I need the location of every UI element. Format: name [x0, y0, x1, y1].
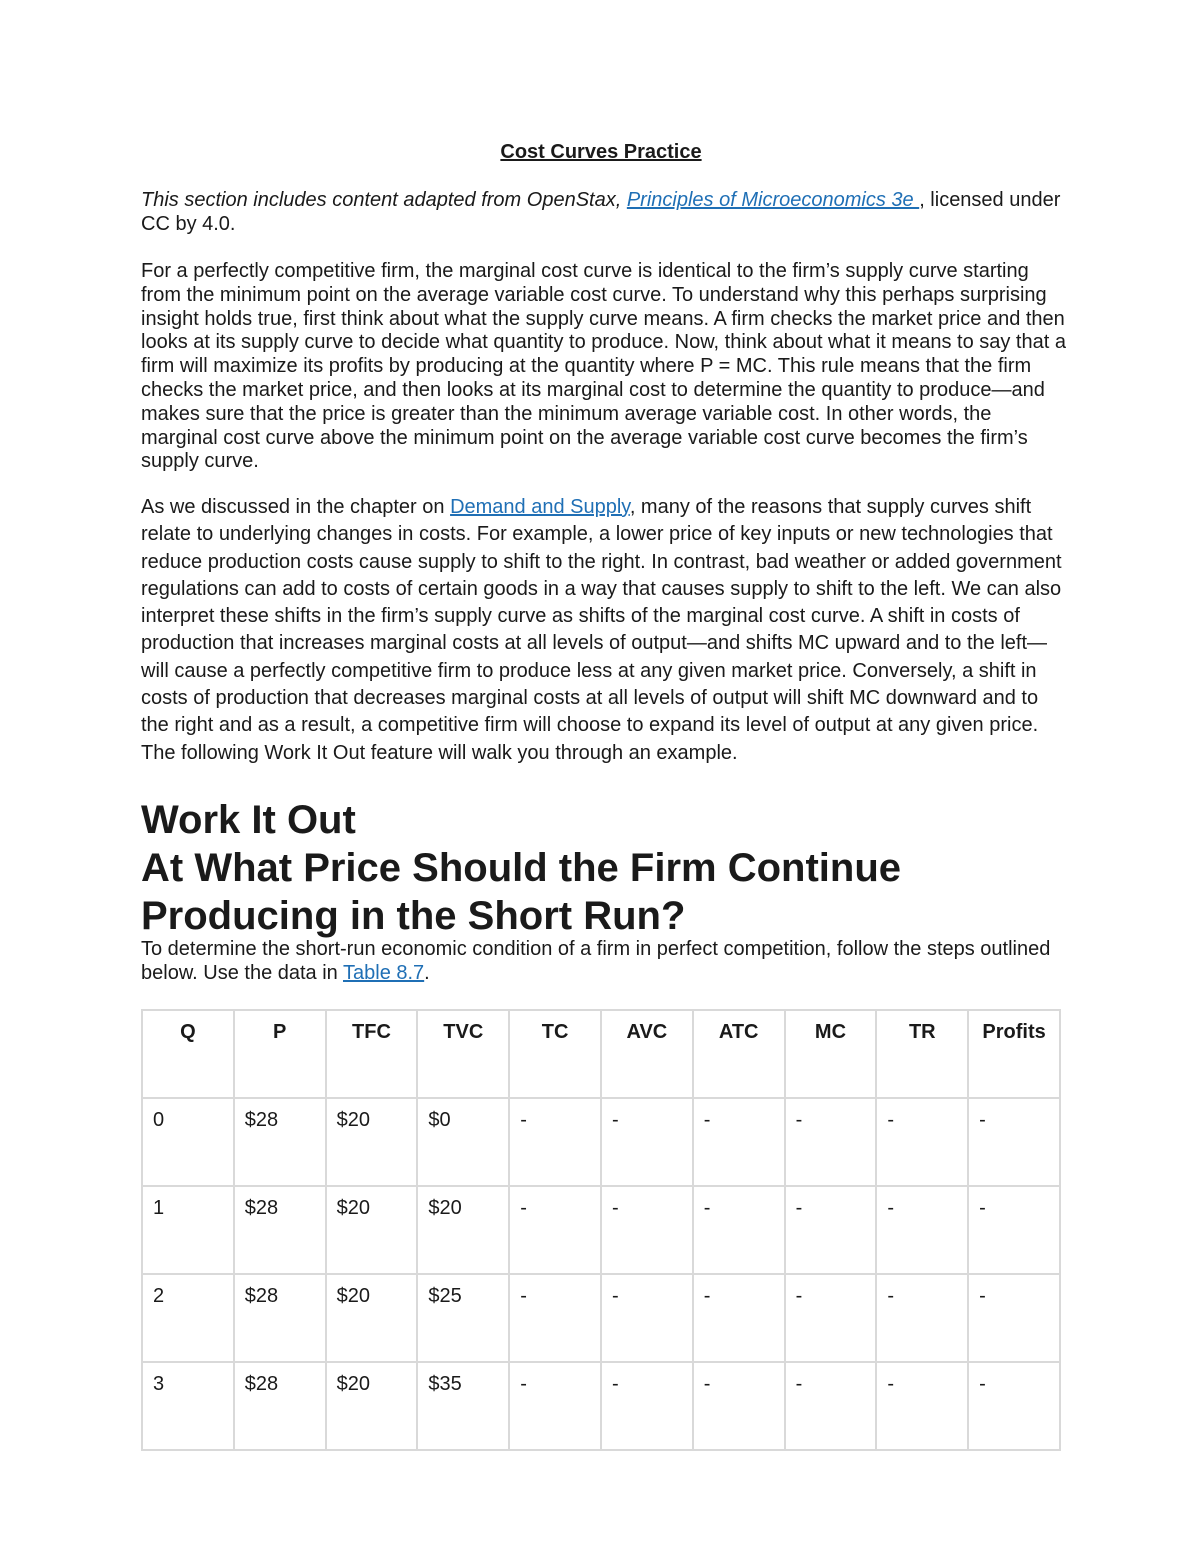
- demand-and-supply-link[interactable]: Demand and Supply: [450, 496, 630, 518]
- table-cell: -: [785, 1274, 877, 1362]
- header-profits: Profits: [968, 1010, 1060, 1098]
- table-cell: $20: [417, 1186, 509, 1274]
- principles-of-microeconomics-link[interactable]: Principles of Microeconomics 3e: [626, 189, 920, 211]
- table-cell: $0: [417, 1098, 509, 1186]
- header-tr: TR: [876, 1010, 968, 1098]
- table-cell: $25: [417, 1274, 509, 1362]
- table-cell: -: [876, 1362, 968, 1450]
- table-cell: -: [693, 1274, 785, 1362]
- attribution-suffix: , licensed under CC by 4.0.: [141, 189, 1061, 235]
- table-cell: -: [785, 1098, 877, 1186]
- table-header-row: [142, 1010, 1060, 1098]
- table-cell: $28: [234, 1098, 326, 1186]
- table-row: [142, 1274, 1060, 1362]
- table-cell: -: [509, 1186, 601, 1274]
- heading-line-1: Work It Out: [141, 798, 356, 842]
- table-row: [142, 1186, 1060, 1274]
- table-cell: -: [693, 1098, 785, 1186]
- table-cell: -: [601, 1362, 693, 1450]
- header-atc: ATC: [693, 1010, 785, 1098]
- table-cell: -: [601, 1186, 693, 1274]
- table-cell: -: [509, 1274, 601, 1362]
- header-tvc: TVC: [417, 1010, 509, 1098]
- table-cell: -: [509, 1098, 601, 1186]
- table-cell: -: [968, 1274, 1060, 1362]
- table-cell: -: [785, 1362, 877, 1450]
- cost-data-table: [141, 1009, 1061, 1451]
- table-cell: $20: [326, 1274, 418, 1362]
- table-cell: -: [693, 1362, 785, 1450]
- table-cell: $28: [234, 1186, 326, 1274]
- table-cell: 3: [142, 1362, 234, 1450]
- table-cell: 1: [142, 1186, 234, 1274]
- header-tc: TC: [509, 1010, 601, 1098]
- table-cell: $20: [326, 1098, 418, 1186]
- table-cell: -: [968, 1186, 1060, 1274]
- work-it-out-intro: [141, 937, 1061, 985]
- table-cell: $28: [234, 1362, 326, 1450]
- table-cell: -: [693, 1186, 785, 1274]
- table-cell: -: [509, 1362, 601, 1450]
- table-cell: -: [601, 1098, 693, 1186]
- paragraph-cost-shifts: [141, 494, 1066, 767]
- table-cell: -: [876, 1274, 968, 1362]
- header-tfc: TFC: [326, 1010, 418, 1098]
- paragraph2-prefix: As we discussed in the chapter on: [141, 496, 451, 518]
- table-cell: -: [968, 1362, 1060, 1450]
- intro-suffix: .: [424, 962, 430, 984]
- table-cell: -: [876, 1098, 968, 1186]
- table-cell: -: [876, 1186, 968, 1274]
- table-cell: $35: [417, 1362, 509, 1450]
- table-row: [142, 1362, 1060, 1450]
- table-cell: $28: [234, 1274, 326, 1362]
- table-cell: $20: [326, 1362, 418, 1450]
- table-row: [142, 1098, 1060, 1186]
- header-q: Q: [142, 1010, 234, 1098]
- table-cell: 0: [142, 1098, 234, 1186]
- heading-line-2: At What Price Should the Firm Continue Producing in the Short Run?: [141, 846, 901, 938]
- table-cell: -: [968, 1098, 1060, 1186]
- table-8-7-link[interactable]: Table 8.7: [343, 962, 425, 984]
- work-it-out-heading: [141, 796, 1061, 940]
- header-mc: MC: [785, 1010, 877, 1098]
- table-cell: 2: [142, 1274, 234, 1362]
- header-p: P: [234, 1010, 326, 1098]
- table-cell: -: [785, 1186, 877, 1274]
- paragraph2-suffix: , many of the reasons that supply curves shift relate to underlying changes in costs. For example, a lower price of key inputs or new technologies that reduce production costs cause supply to shift to the right. In contrast, bad weather or added government regulations can add to costs of certain goods in a way that causes supply to shift to the left. We can also interpret these shifts in the firm’s supply curve as shifts of the marginal cost curve. A shift in costs of production that increases marginal costs at all levels of output—and shifts MC upward and to the left—will cause a perfectly competitive firm to produce less at any given market price. Conversely, a shift in costs of production that decreases marginal costs at all levels of output will shift MC downward and to the right and as a result, a competitive firm will choose to expand its level of output at any given price. The following Work It Out feature will walk you through an example.: [141, 496, 1062, 764]
- header-avc: AVC: [601, 1010, 693, 1098]
- table-cell: $20: [326, 1186, 418, 1274]
- attribution-prefix: This section includes content adapted from OpenStax,: [141, 189, 627, 211]
- table-cell: -: [601, 1274, 693, 1362]
- document-title: Cost Curves Practice: [500, 141, 702, 163]
- paragraph-supply-curve: For a perfectly competitive firm, the marginal cost curve is identical to the firm’s supply curve starting from the minimum point on the average variable cost curve. To understand why this perhaps surprising insight holds true, first think about what the supply curve means. A firm checks the market price and then looks at its supply curve to decide what quantity to produce. Now, think about what it means to say that a firm will maximize its profits by producing at the quantity where P = MC. This rule means that the firm checks the market price, and then looks at its marginal cost to determine the quantity to produce—and makes sure that the price is greater than the minimum average variable cost. In other words, the marginal cost curve above the minimum point on the average variable cost curve becomes the firm’s supply curve.: [141, 260, 1066, 473]
- attribution-note: [141, 188, 1061, 236]
- intro-prefix: To determine the short-run economic condition of a firm in perfect competition, follow the steps outlined below. Use the data in: [141, 938, 1051, 984]
